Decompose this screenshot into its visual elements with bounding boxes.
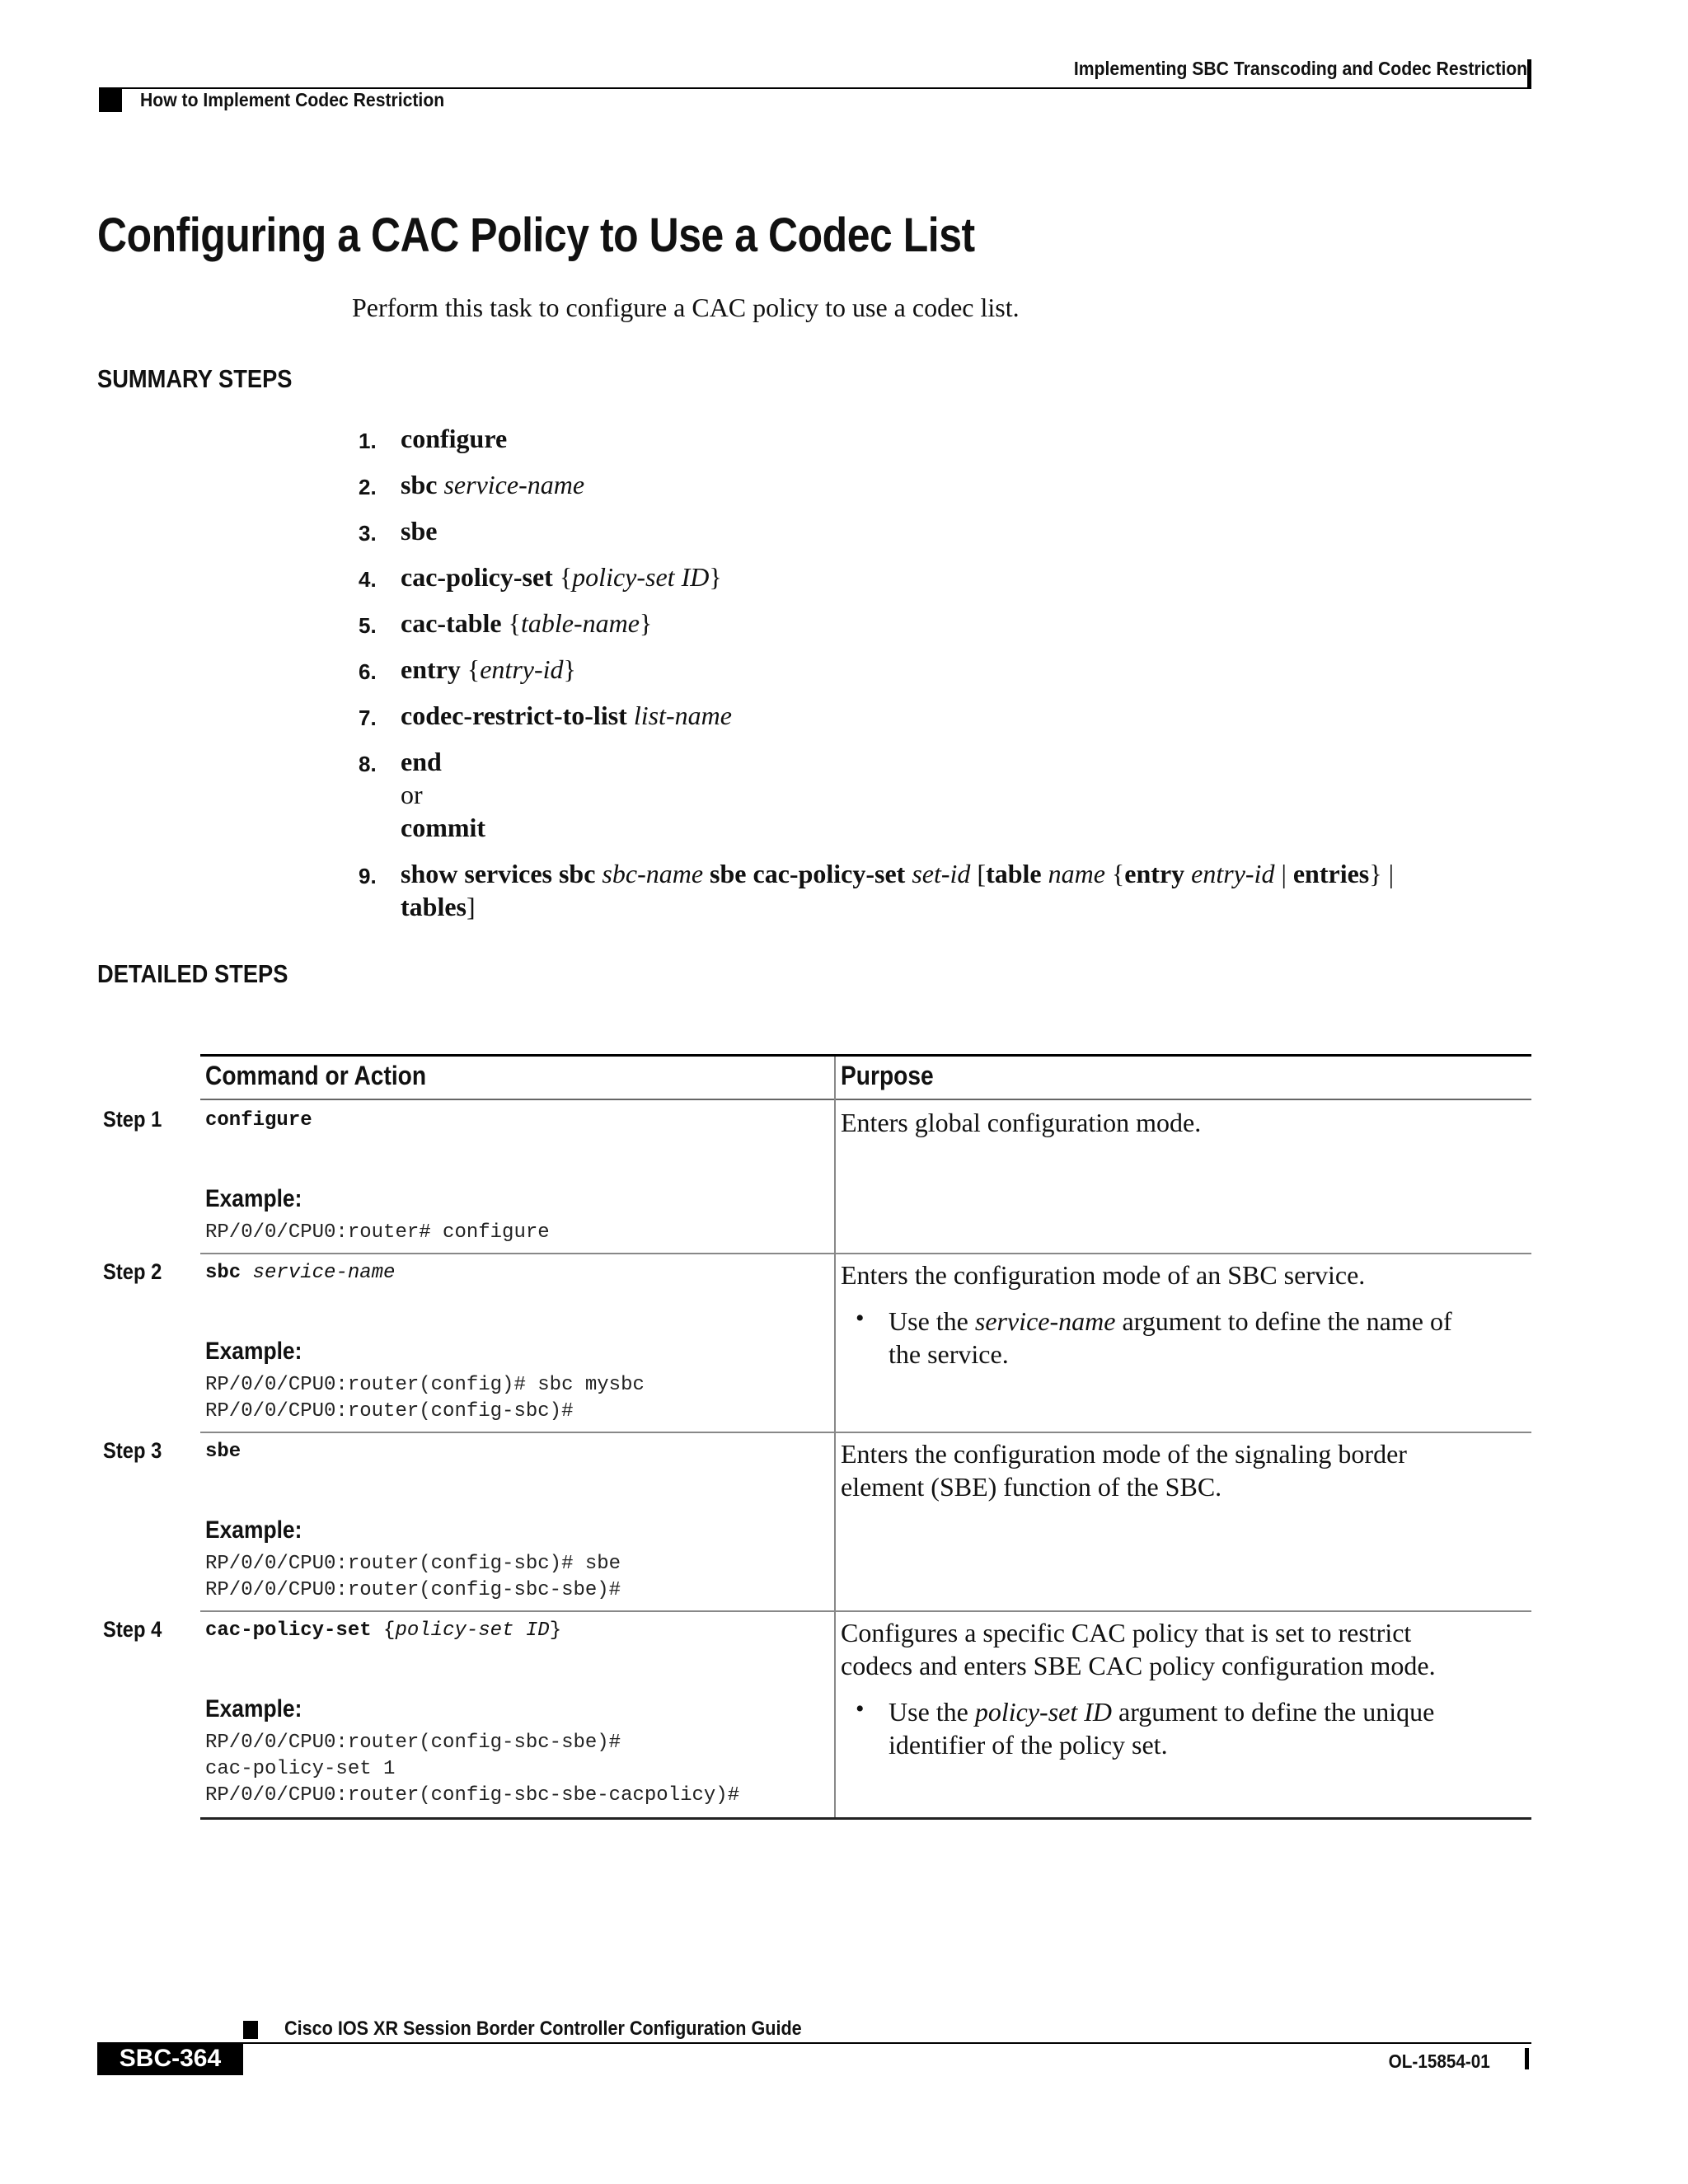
table-top-rule: [200, 1054, 1531, 1057]
row-divider: [200, 1432, 1531, 1433]
footer-bar: [1525, 2048, 1529, 2069]
step-1-command: configure: [205, 1109, 312, 1132]
step-3-command: sbe: [205, 1441, 241, 1463]
example-label: Example:: [205, 1338, 302, 1365]
step-label: Step 2: [103, 1259, 162, 1284]
summary-step-number: 3.: [359, 521, 377, 546]
step-label: Step 1: [103, 1107, 162, 1132]
step-4-purpose: Configures a specific CAC policy that is set to restrict codecs and enters SBE CAC policy configuration mode.: [841, 1618, 1436, 1680]
example-label: Example:: [205, 1185, 302, 1212]
summary-step-7: codec-restrict-to-list list-name: [401, 701, 732, 730]
example-line: RP/0/0/CPU0:router(config)# sbc mysbc: [205, 1374, 645, 1396]
summary-step-number: 6.: [359, 659, 377, 684]
example-label: Example:: [205, 1516, 302, 1544]
page-number: SBC-364: [97, 2042, 243, 2075]
page-title: Configuring a CAC Policy to Use a Codec List: [97, 209, 975, 262]
step-4-bullet: Use the policy-set ID argument to define the unique identifier of the policy set.: [889, 1697, 1435, 1760]
summary-step-number: 9.: [359, 864, 377, 888]
row-divider: [200, 1253, 1531, 1254]
step-3-purpose: Enters the configuration mode of the signaling border element (SBE) function of the SBC.: [841, 1439, 1407, 1502]
table-header-rule: [200, 1099, 1531, 1100]
document-number: OL-15854-01: [1388, 2050, 1490, 2072]
summary-step-4: cac-policy-set {policy-set ID}: [401, 562, 722, 592]
column-header-command: Command or Action: [205, 1061, 427, 1090]
column-header-purpose: Purpose: [841, 1061, 934, 1090]
summary-step-9: show services sbc sbc-name sbe cac-policy-set set-id [table name {entry entry-id | entries} | tables]: [401, 859, 1395, 921]
example-line: RP/0/0/CPU0:router(config-sbc-sbe)#: [205, 1732, 621, 1754]
example-label: Example:: [205, 1695, 302, 1722]
step-1-purpose: Enters global configuration mode.: [841, 1108, 1202, 1137]
footer-rule: [243, 2042, 1531, 2044]
example-line: cac-policy-set 1: [205, 1758, 396, 1780]
summary-step-3: sbe: [401, 516, 438, 546]
summary-step-number: 5.: [359, 613, 377, 638]
running-header-section: How to Implement Codec Restriction: [140, 89, 445, 110]
intro-paragraph: Perform this task to configure a CAC policy to use a codec list.: [352, 293, 1020, 322]
summary-step-6: entry {entry-id}: [401, 654, 576, 684]
step-label: Step 4: [103, 1617, 162, 1642]
summary-step-2: sbc service-name: [401, 470, 585, 499]
bullet: •: [856, 1305, 865, 1332]
step-2-command: sbc service-name: [205, 1262, 396, 1284]
running-header-chapter: Implementing SBC Transcoding and Codec Restriction: [1073, 58, 1527, 79]
summary-step-8: end or commit: [401, 747, 486, 842]
example-line: RP/0/0/CPU0:router(config-sbc)# sbe: [205, 1553, 621, 1575]
header-square-marker: [99, 89, 122, 112]
summary-step-number: 8.: [359, 752, 377, 776]
summary-step-number: 2.: [359, 475, 377, 499]
step-2-bullet: Use the service-name argument to define the name of the service.: [889, 1306, 1452, 1369]
summary-step-number: 7.: [359, 705, 377, 730]
summary-step-number: 4.: [359, 567, 377, 592]
table-column-divider: [834, 1057, 836, 1819]
footer-guide-title: Cisco IOS XR Session Border Controller Configuration Guide: [284, 2018, 802, 2040]
example-line: RP/0/0/CPU0:router(config-sbc-sbe)#: [205, 1579, 621, 1601]
table-bottom-rule: [200, 1817, 1531, 1820]
step-4-command: cac-policy-set {policy-set ID}: [205, 1619, 562, 1642]
bullet: •: [856, 1695, 865, 1722]
step-2-purpose: Enters the configuration mode of an SBC service.: [841, 1260, 1366, 1290]
step-label: Step 3: [103, 1438, 162, 1463]
summary-step-5: cac-table {table-name}: [401, 608, 653, 638]
example-line: RP/0/0/CPU0:router(config-sbc)#: [205, 1400, 574, 1422]
summary-steps-heading: SUMMARY STEPS: [97, 364, 293, 393]
row-divider: [200, 1610, 1531, 1612]
header-bar: [1527, 59, 1531, 87]
summary-step-1: configure: [401, 424, 508, 453]
footer-square-marker: [243, 2021, 258, 2039]
example-line: RP/0/0/CPU0:router(config-sbc-sbe-cacpolicy)#: [205, 1784, 740, 1807]
example-line: RP/0/0/CPU0:router# configure: [205, 1221, 550, 1244]
summary-step-number: 1.: [359, 429, 377, 453]
detailed-steps-heading: DETAILED STEPS: [97, 959, 288, 988]
